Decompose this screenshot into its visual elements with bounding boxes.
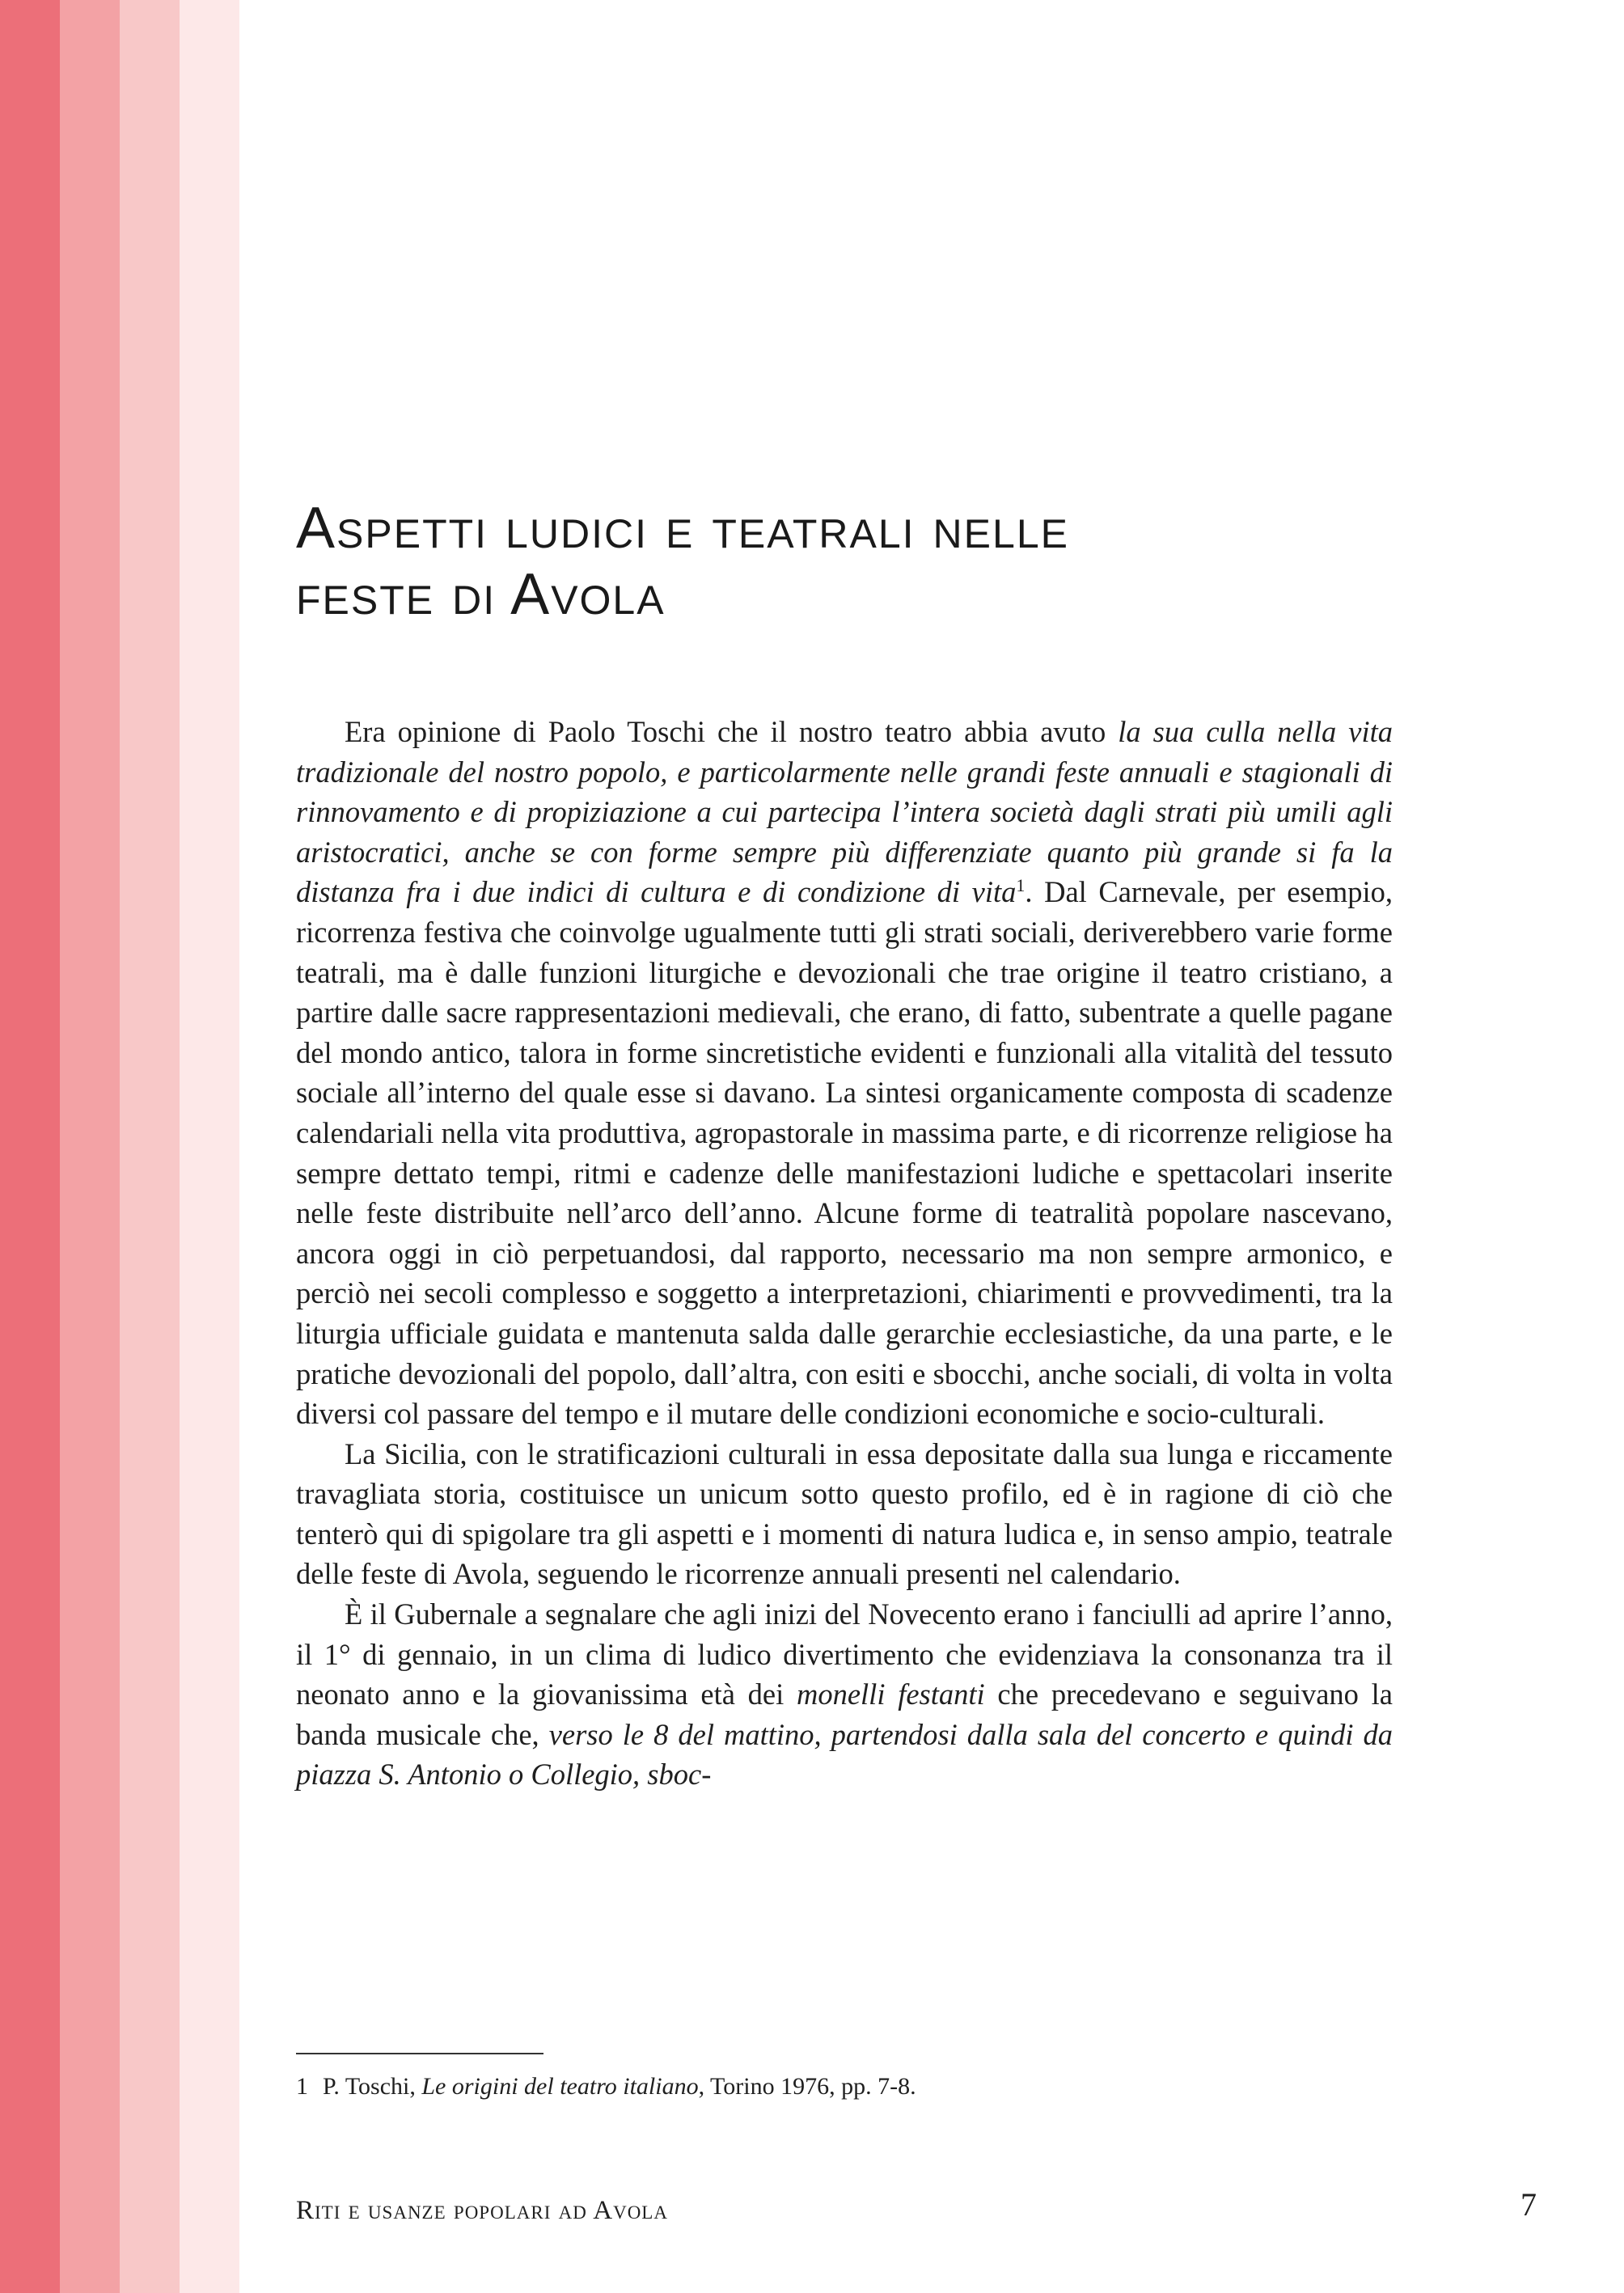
footnote-number: 1 <box>296 2073 308 2100</box>
paragraph-3 <box>296 1594 1393 1795</box>
paragraph-3-quote-2: verso le 8 del mattino, partendosi dalla sala del concerto e quindi da piazza S. Antonio o Collegio, sboc- <box>296 1717 1393 1792</box>
paragraph-3-text-b: che precedevano e seguivano la banda musicale che, <box>296 1677 1393 1751</box>
chapter-title-line-1: Aspetti ludici e teatrali nelle <box>296 496 1069 561</box>
running-footer-title: Riti e usanze popolari ad Avola <box>296 2196 668 2225</box>
stripe-dark-pink <box>0 0 60 2293</box>
paragraph-3-text-a: È il Gubernale a segnalare che agli inizi del Novecento erano i fanciulli ad aprire l’anno, il 1° di gennaio, in un clima di ludico divertimento che evidenziava la consonanza tra il neonato anno e la giovanissima età dei <box>296 1597 1393 1711</box>
paragraph-1 <box>296 712 1393 1434</box>
footnote-reference-1[interactable]: 1 <box>1016 875 1026 896</box>
paragraph-1-text-b: . Dal Carnevale, per esempio, ricorrenza festiva che coinvolge ugualmente tutti gli strati sociali, deriverebbero varie forme teatrali, ma è dalle funzioni liturgiche e devozionali che trae origine il teatro cristiano, a partire dalle sacre rappresentazioni medievali, che erano, di fatto, subentrate a quelle pagane del mondo antico, talora in forme sincretistiche evidenti e funzionali alla vitalità del tessuto sociale all’interno del quale esse si davano. La sintesi organicamente composta di scadenze calendariali nella vita produttiva, agropastorale in massima parte, e di ricorrenze religiose ha sempre dettato tempi, ritmi e cadenze delle manifestazioni ludiche e spettacolari inserite nelle feste distribuite nell’arco dell’anno. Alcune forme di teatralità popolare nascevano, ancora oggi in ciò perpetuandosi, dal rapporto, necessario ma non sempre armonico, e perciò nei secoli complesso e soggetto a interpretazioni, chiarimenti e provvedimenti, tra la liturgia ufficiale guidata e mantenuta salda dalle gerarchie ecclesiastiche, da una parte, e le pratiche devozionali del popolo, dall’altra, con esiti e sbocchi, anche sociali, di volta in volta diversi col passare del tempo e il mutare delle condizioni economiche e socio-culturali. <box>296 875 1393 1431</box>
chapter-title-line-2: feste di Avola <box>296 562 666 627</box>
stripe-pale-pink <box>180 0 239 2293</box>
chapter-title <box>296 495 1428 628</box>
page-number: 7 <box>1520 2186 1537 2223</box>
footnote-details: , Torino 1976, pp. 7-8. <box>698 2073 916 2100</box>
footnote-work-title: Le origini del teatro italiano <box>421 2073 699 2100</box>
paragraph-1-text-a: Era opinione di Paolo Toschi che il nostro teatro abbia avuto <box>345 715 1119 748</box>
paragraph-2: La Sicilia, con le stratificazioni culturali in essa depositate dalla sua lunga e riccamente travagliata storia, costituisce un unicum sotto questo profilo, ed è in ragione di ciò che tenterò qui di spigolare tra gli aspetti e i momenti di natura ludica e, in senso ampio, teatrale delle feste di Avola, seguendo le ricorrenze annuali presenti nel calendario. <box>296 1436 1393 1591</box>
paragraph-1-quote: la sua culla nella vita tradizionale del nostro popolo, e particolarmente nelle grandi feste annuali e stagionali di rinnovamento e di propiziazione a cui partecipa l’intera società dagli strati più umili agli aristocratici, anche se con forme sempre più differenziate quanto più grande si fa la distanza fra i due indici di cultura e di condizione di vita <box>296 715 1394 909</box>
body-text <box>296 712 1393 1795</box>
stripe-medium-pink <box>60 0 120 2293</box>
stripe-light-pink <box>120 0 180 2293</box>
footnote-author: P. Toschi, <box>323 2073 422 2100</box>
paragraph-3-quote-1: monelli festanti <box>796 1677 985 1711</box>
decorative-stripe-band <box>0 0 239 2293</box>
footnote-1 <box>296 2071 1393 2103</box>
footnote-divider <box>296 2053 543 2054</box>
